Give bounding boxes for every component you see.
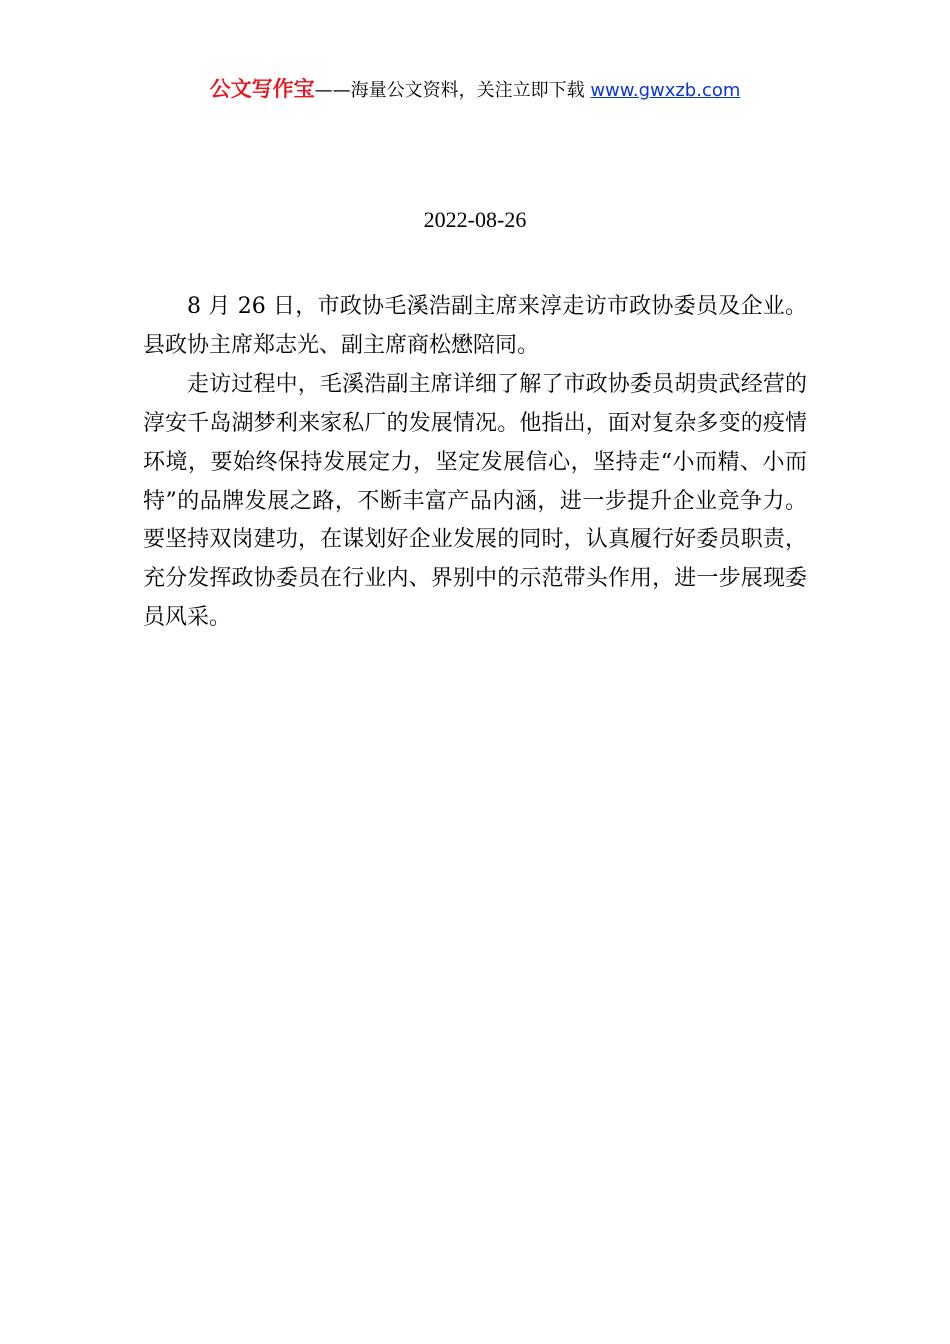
paragraph: 走访过程中，毛溪浩副主席详细了解了市政协委员胡贵武经营的淳安千岛湖梦利来家私厂的发展情况。他指出，面对复杂多变的疫情环境，要始终保持发展定力，坚定发展信心，坚持走“小而精、小而特”的品牌发展之路，不断丰富产品内涵，进一步提升企业竞争力。要坚持双岗建功，在谋划好企业发展的同时，认真履行好委员职责，充分发挥政协委员在行业内、界别中的示范带头作用，进一步展现委员风采。: [143, 371, 807, 631]
document-body: [143, 288, 807, 638]
website-link[interactable]: www.gwxzb.com: [590, 80, 741, 101]
page-header: [0, 76, 950, 104]
document-date: 2022-08-26: [423, 207, 527, 232]
paragraph: 8 月 26 日，市政协毛溪浩副主席来淳走访市政协委员及企业。县政协主席郑志光、副主席商松懋陪同。: [143, 294, 807, 358]
brand-name: 公文写作宝: [209, 77, 315, 101]
header-tagline: ——海量公文资料，关注立即下载: [314, 80, 591, 101]
